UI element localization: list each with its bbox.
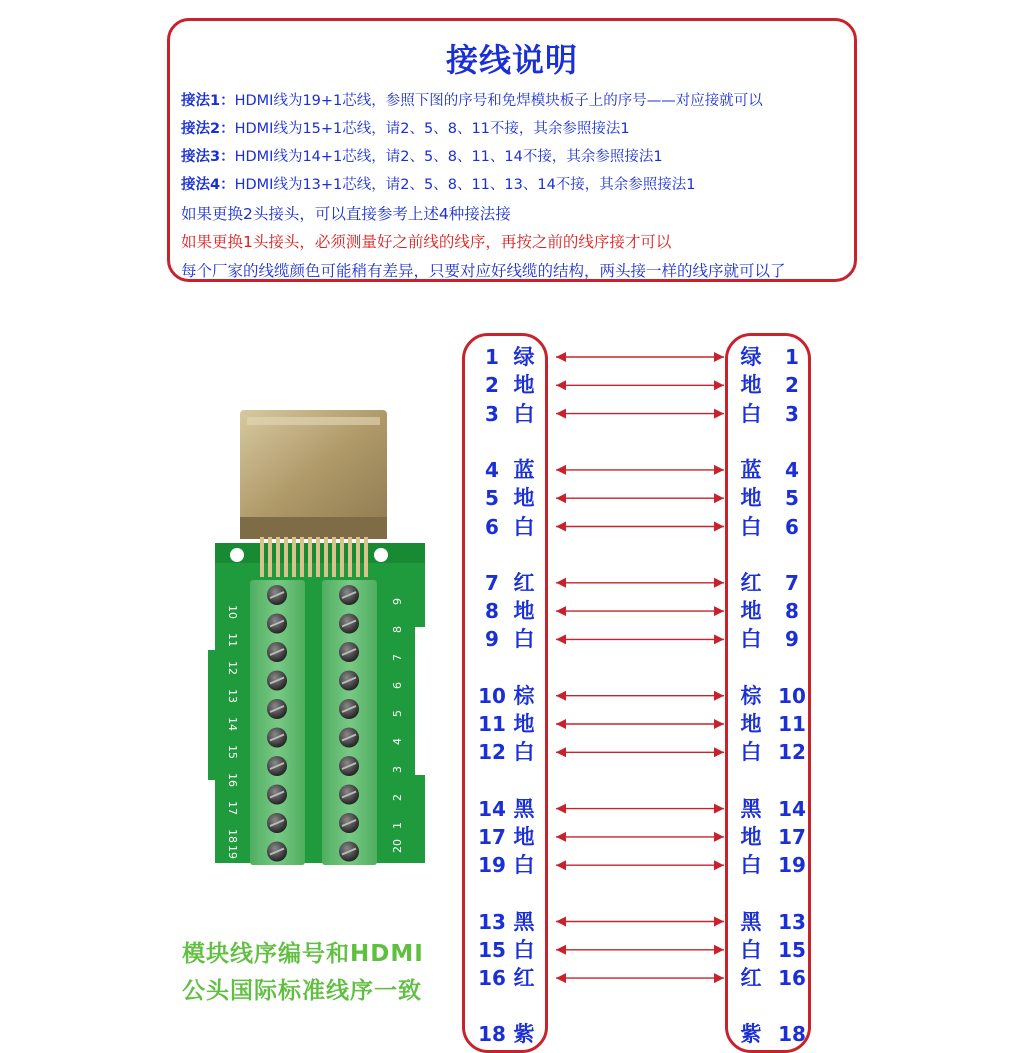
right-wire-color: 红 xyxy=(740,569,762,595)
pcb-label-left-9: 18 xyxy=(226,829,239,843)
note-color-variance: 每个厂家的线缆颜色可能稍有差异，只要对应好线缆的结构，两头接一样的线序就可以了 xyxy=(181,262,786,280)
arrowhead-left xyxy=(556,578,566,588)
left-pin-number: 3 xyxy=(485,401,499,426)
right-wire-color: 地 xyxy=(740,711,762,736)
left-pin-number: 19 xyxy=(478,853,506,878)
arrowhead-right xyxy=(714,719,724,729)
left-wire-color: 白 xyxy=(513,626,535,652)
right-wire-color: 红 xyxy=(740,965,762,991)
arrowhead-left xyxy=(556,832,566,842)
right-pin-number: 2 xyxy=(785,373,799,398)
right-pin-number: 14 xyxy=(778,796,806,821)
right-pin-number: 8 xyxy=(785,599,799,624)
left-pin-number: 8 xyxy=(485,599,499,624)
left-pin-number: 16 xyxy=(478,966,506,991)
left-pin-number: 12 xyxy=(478,740,506,765)
left-wire-color: 黑 xyxy=(513,908,535,934)
method-1-label: 接法1： xyxy=(181,93,235,109)
pcb-label-left-6: 15 xyxy=(226,745,239,759)
arrowhead-left xyxy=(556,804,566,814)
arrowhead-right xyxy=(714,606,724,616)
method-3-text: HDMI线为14+1芯线，请2、5、8、11、14不接，其余参照接法1 xyxy=(234,149,663,165)
left-pin-number: 2 xyxy=(485,373,499,398)
arrowhead-left xyxy=(556,606,566,616)
pcb-label-left-7: 16 xyxy=(226,773,239,787)
arrowhead-left xyxy=(556,634,566,644)
pcb-label-right-8: 2 xyxy=(391,794,404,801)
left-wire-color: 白 xyxy=(513,513,535,539)
right-pin-number: 1 xyxy=(785,345,799,369)
caption-line-1: 模块线序编号和HDMI xyxy=(182,941,424,967)
left-wire-color: 白 xyxy=(513,936,535,962)
right-pin-number: 18 xyxy=(778,1022,806,1047)
right-pin-number: 4 xyxy=(785,457,799,482)
pcb-label-right-5: 5 xyxy=(391,710,404,717)
right-pin-number: 15 xyxy=(778,937,806,962)
left-pin-number: 1 xyxy=(485,345,499,369)
right-wire-color: 紫 xyxy=(740,1021,762,1047)
pcb-label-right-2: 8 xyxy=(391,626,404,633)
instructions-title: 接线说明 xyxy=(445,41,578,79)
arrowhead-right xyxy=(714,973,724,983)
arrowhead-left xyxy=(556,747,566,757)
right-wire-color: 白 xyxy=(740,626,762,652)
right-wire-color: 地 xyxy=(740,823,762,849)
arrowhead-right xyxy=(714,380,724,390)
left-wire-color: 地 xyxy=(513,711,535,736)
arrowhead-left xyxy=(556,719,566,729)
pcb-label-right-9: 1 xyxy=(391,822,404,829)
left-pin-number: 17 xyxy=(478,824,506,849)
left-pin-number: 10 xyxy=(478,683,506,708)
arrowhead-right xyxy=(714,917,724,927)
right-pin-number: 3 xyxy=(785,401,799,426)
right-pin-number: 9 xyxy=(785,627,799,652)
pcb-label-left-2: 11 xyxy=(226,633,239,647)
left-pin-number: 5 xyxy=(485,486,499,511)
right-wire-color: 棕 xyxy=(740,682,762,708)
arrowhead-left xyxy=(556,917,566,927)
right-pin-number: 19 xyxy=(778,853,806,878)
pcb-label-left-4: 13 xyxy=(226,689,239,703)
pcb-label-right-10: 20 xyxy=(391,839,404,853)
left-pin-number: 11 xyxy=(478,712,506,736)
pcb-label-left-3: 12 xyxy=(226,661,239,675)
right-wire-color: 白 xyxy=(740,513,762,539)
arrowhead-left xyxy=(556,409,566,419)
pcb-label-left-1: 10 xyxy=(226,605,239,619)
arrowhead-right xyxy=(714,409,724,419)
right-pin-number: 6 xyxy=(785,514,799,539)
pcb-label-left-10: 19 xyxy=(226,845,239,859)
method-2-label: 接法2： xyxy=(181,121,235,137)
caption-line-2: 公头国际标准线序一致 xyxy=(182,978,422,1004)
left-wire-color: 地 xyxy=(513,485,535,511)
arrowhead-left xyxy=(556,522,566,532)
arrowhead-left xyxy=(556,493,566,503)
arrowhead-left xyxy=(556,860,566,870)
left-wire-color: 白 xyxy=(513,400,535,426)
left-wire-color: 地 xyxy=(513,598,535,624)
pcb-label-left-5: 14 xyxy=(226,717,239,731)
pcb-label-right-7: 3 xyxy=(391,766,404,773)
arrowhead-right xyxy=(714,522,724,532)
arrowhead-right xyxy=(714,945,724,955)
left-wire-color: 黑 xyxy=(513,795,535,821)
method-3-label: 接法3： xyxy=(181,149,235,165)
arrowhead-right xyxy=(714,747,724,757)
left-pin-number: 7 xyxy=(485,570,499,595)
left-wire-color: 红 xyxy=(513,965,535,991)
left-wire-color: 棕 xyxy=(513,682,535,708)
right-wire-color: 白 xyxy=(740,852,762,878)
pcb-label-right-6: 4 xyxy=(391,738,404,745)
pcb-label-left-8: 17 xyxy=(226,801,239,815)
right-wire-color: 黑 xyxy=(740,908,762,934)
arrowhead-right xyxy=(714,832,724,842)
arrowhead-right xyxy=(714,578,724,588)
left-wire-color: 地 xyxy=(513,823,535,849)
left-pin-number: 4 xyxy=(485,457,499,482)
pcb-label-right-4: 6 xyxy=(391,682,404,689)
right-wire-color: 地 xyxy=(740,485,762,511)
right-wire-color: 白 xyxy=(740,739,762,765)
left-pin-number: 14 xyxy=(478,796,506,821)
left-pin-number: 15 xyxy=(478,937,506,962)
left-pin-number: 18 xyxy=(478,1022,506,1047)
pcb-label-right-1: 9 xyxy=(391,598,404,605)
arrowhead-left xyxy=(556,380,566,390)
right-wire-color: 黑 xyxy=(740,795,762,821)
left-wire-color: 白 xyxy=(513,852,535,878)
arrowhead-left xyxy=(556,973,566,983)
right-pin-number: 7 xyxy=(785,570,799,595)
left-wire-color: 紫 xyxy=(513,1021,535,1047)
right-pin-number: 16 xyxy=(778,966,806,991)
right-wire-color: 白 xyxy=(740,936,762,962)
right-wire-color: 蓝 xyxy=(740,456,762,482)
right-wire-color: 白 xyxy=(740,400,762,426)
right-pin-number: 17 xyxy=(778,824,806,849)
method-2-text: HDMI线为15+1芯线，请2、5、8、11不接，其余参照接法1 xyxy=(234,121,630,137)
left-wire-color: 白 xyxy=(513,739,535,765)
left-pin-number: 13 xyxy=(478,909,506,934)
left-pin-number: 6 xyxy=(485,514,499,539)
right-pin-number: 13 xyxy=(778,909,806,934)
pcb-label-right-3: 7 xyxy=(391,654,404,661)
left-wire-color: 地 xyxy=(513,372,535,398)
arrowhead-right xyxy=(714,465,724,475)
arrowhead-left xyxy=(556,945,566,955)
method-1-text: HDMI线为19+1芯线，参照下图的序号和免焊模块板子上的序号——对应接就可以 xyxy=(234,93,763,109)
right-pin-number: 11 xyxy=(778,712,806,736)
right-wire-color: 地 xyxy=(740,372,762,398)
right-pin-number: 12 xyxy=(778,740,806,765)
right-pin-number: 10 xyxy=(778,683,806,708)
method-4-label: 接法4： xyxy=(181,177,235,193)
note-two-end: 如果更换2头接头，可以直接参考上述4种接法接 xyxy=(181,205,511,223)
left-wire-color: 红 xyxy=(513,569,535,595)
right-wire-color: 绿 xyxy=(740,344,762,369)
note-one-end-warning: 如果更换1头接头，必须测量好之前线的线序，再按之前的线序接才可以 xyxy=(181,233,672,251)
arrowhead-right xyxy=(714,493,724,503)
arrowhead-left xyxy=(556,465,566,475)
arrowhead-right xyxy=(714,691,724,701)
arrowhead-right xyxy=(714,804,724,814)
arrowhead-right xyxy=(714,860,724,870)
left-wire-color: 蓝 xyxy=(513,456,535,482)
left-wire-color: 绿 xyxy=(513,344,535,369)
right-pin-number: 5 xyxy=(785,486,799,511)
right-wire-color: 地 xyxy=(740,598,762,624)
arrowhead-right xyxy=(714,634,724,644)
method-4-text: HDMI线为13+1芯线，请2、5、8、11、13、14不接，其余参照接法1 xyxy=(234,177,696,193)
arrowhead-left xyxy=(556,691,566,701)
arrowhead-left xyxy=(556,352,566,362)
arrowhead-right xyxy=(714,352,724,362)
left-pin-number: 9 xyxy=(485,627,499,652)
